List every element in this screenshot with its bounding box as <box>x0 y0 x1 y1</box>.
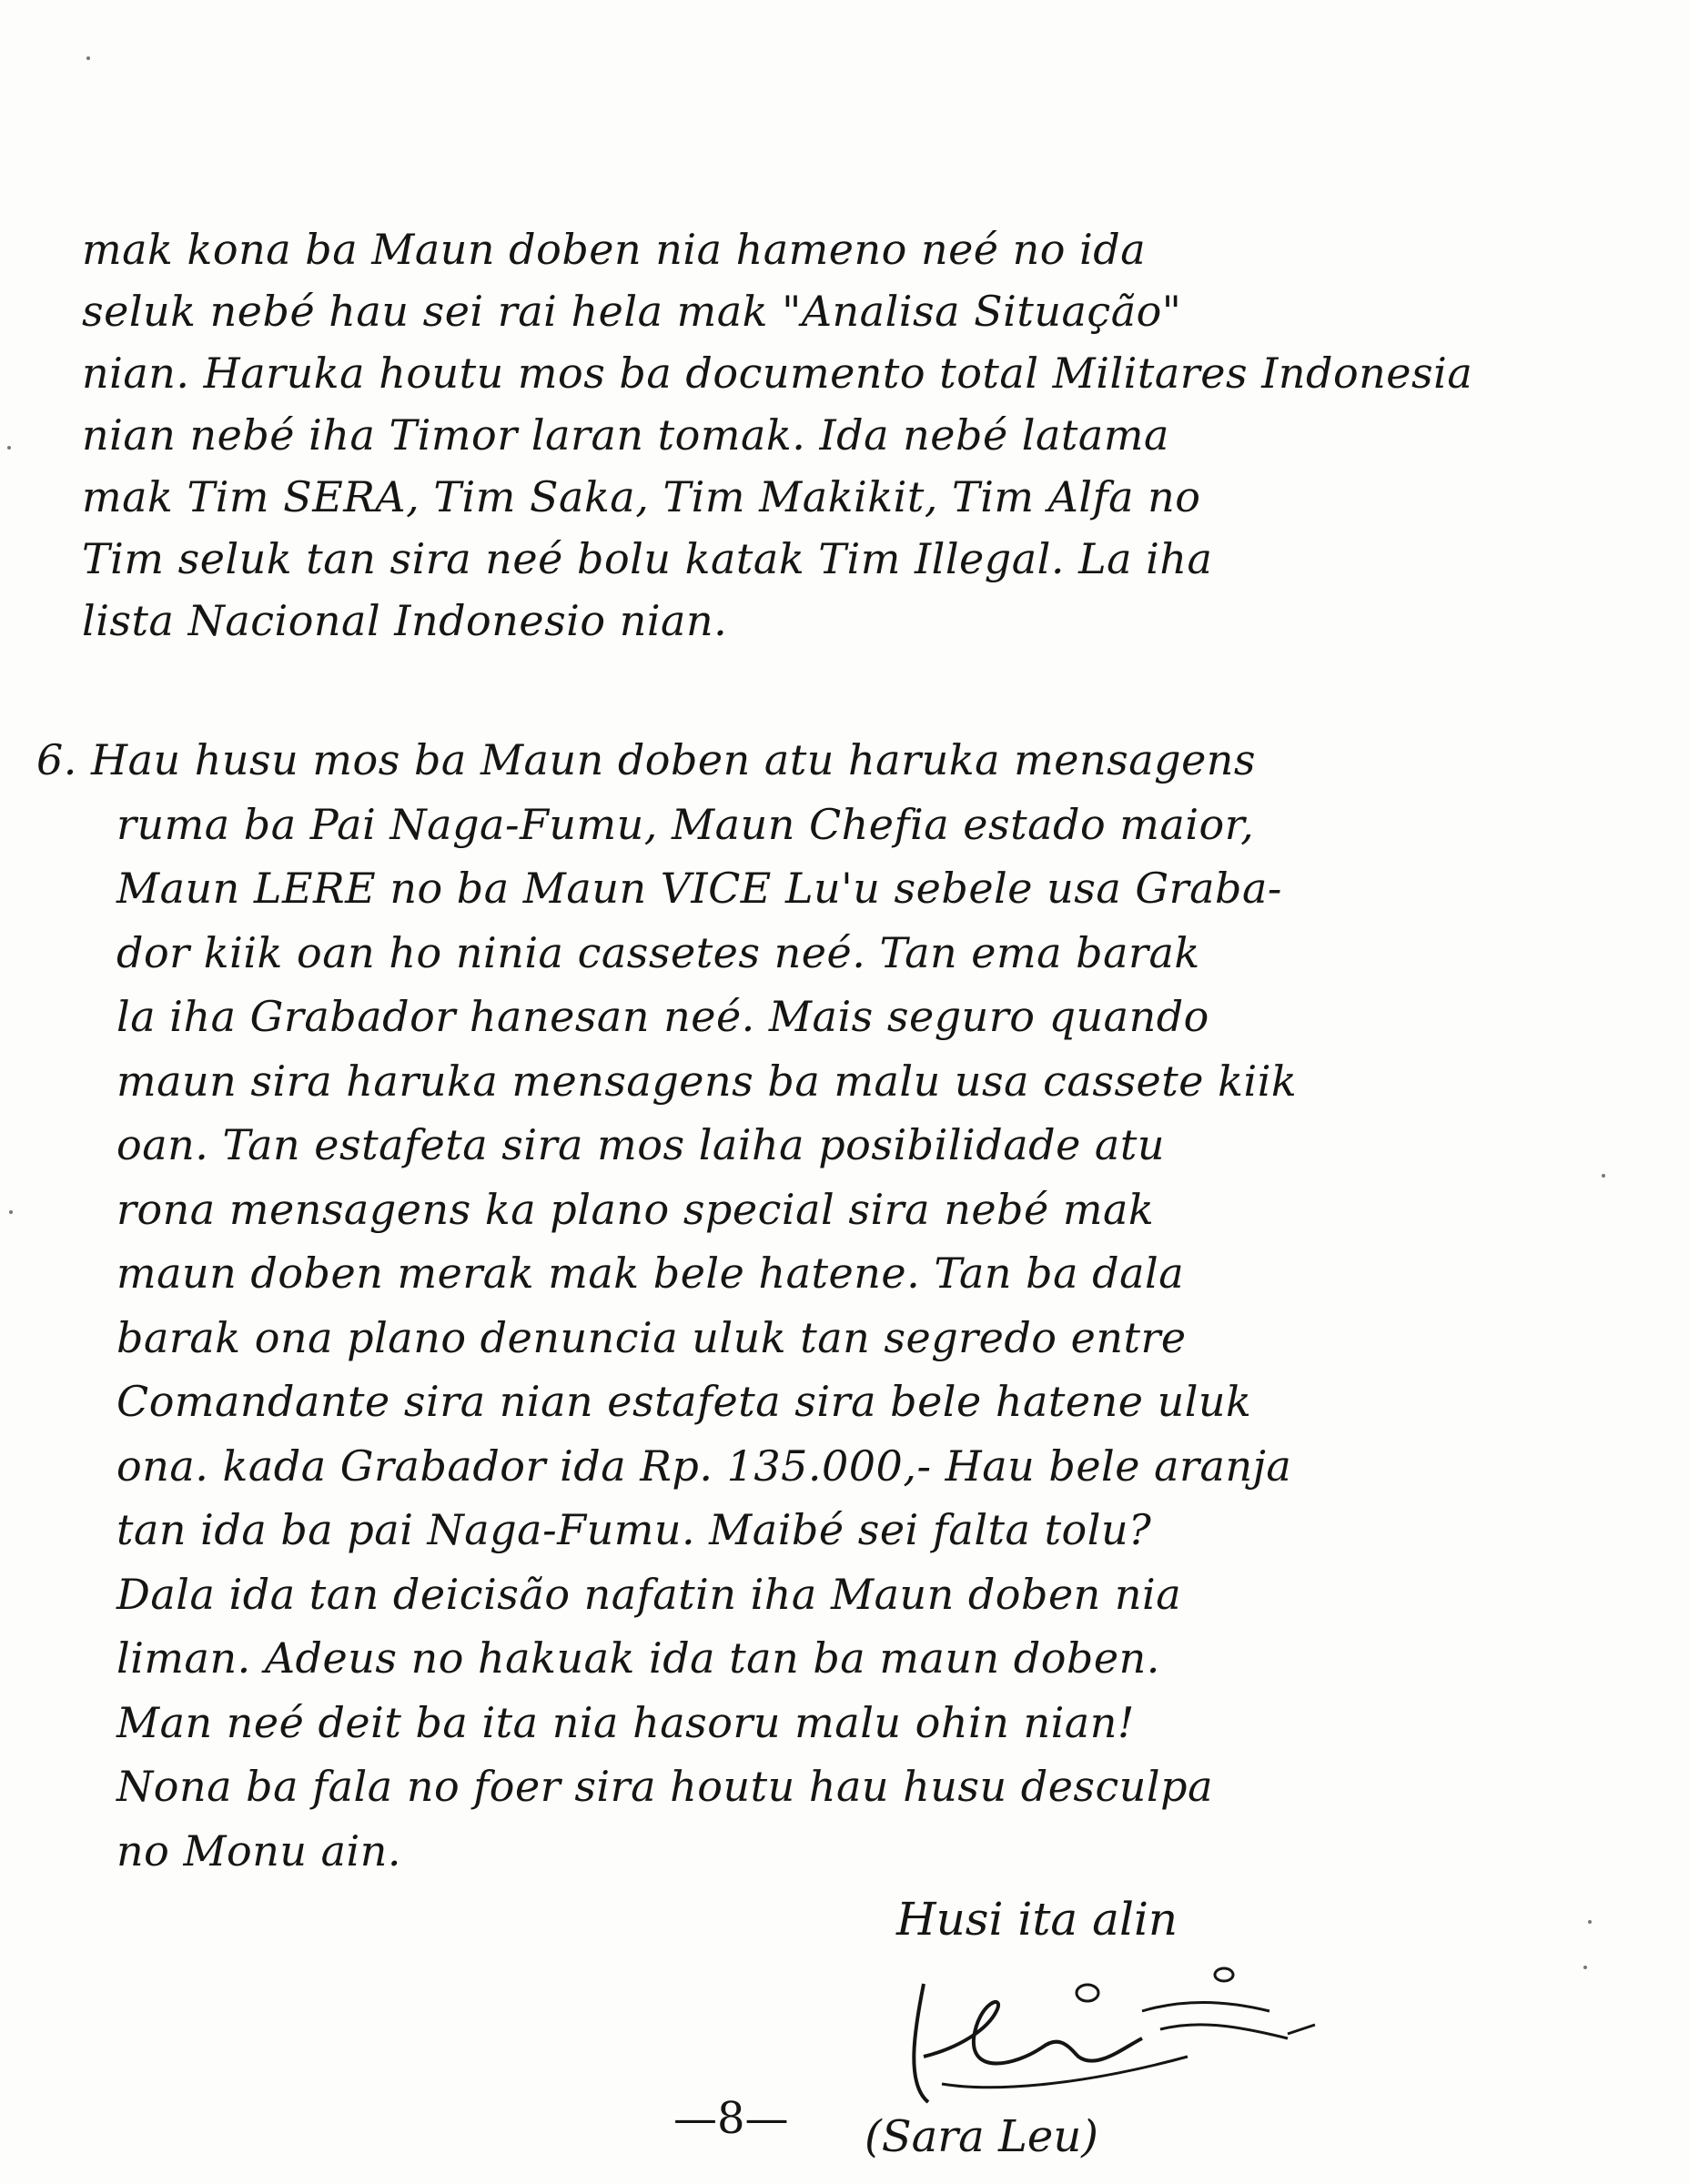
text-line: Maun LERE no ba Maun VICE Lu'u sebele usa Graba- <box>116 864 1282 913</box>
scan-speck <box>7 446 11 450</box>
text-line: seluk nebé hau sei rai hela mak "Analisa Situação" <box>82 287 1182 336</box>
text-line: ruma ba Pai Naga-Fumu, Maun Chefia estado maior, <box>116 799 1255 849</box>
scan-speck <box>1583 1966 1587 1969</box>
text-line: oan. Tan estafeta sira mos laiha posibilidade atu <box>116 1120 1165 1169</box>
text-line: maun sira haruka mensagens ba malu usa cassete kiik <box>116 1056 1298 1106</box>
text-line: Comandante sira nian estafeta sira bele hatene uluk <box>116 1377 1252 1426</box>
text-line: maun doben merak mak bele hatene. Tan ba dala <box>116 1249 1185 1298</box>
text-line: la iha Grabador hanesan neé. Mais seguro quando <box>116 992 1209 1041</box>
text-line: nian nebé iha Timor laran tomak. Ida nebé latama <box>82 410 1169 460</box>
text-line: no Monu ain. <box>116 1825 401 1876</box>
text-line: mak Tim SERA, Tim Saka, Tim Makikit, Tim Alfa no <box>82 472 1201 521</box>
text-line: dor kiik oan ho ninia cassetes neé. Tan ema barak <box>116 927 1200 977</box>
scan-speck <box>1588 1920 1592 1924</box>
paragraph-6 <box>36 728 1611 1883</box>
page-number: —8— <box>673 2093 789 2144</box>
text-line: Nona ba fala no foer sira houtu hau husu desculpa <box>116 1762 1214 1811</box>
text-line: 6. Hau husu mos ba Maun doben atu haruka mensagens <box>36 735 1257 784</box>
text-line: ona. kada Grabador ida Rp. 135.000,- Hau bele aranja <box>116 1441 1292 1491</box>
text-line: barak ona plano denuncia uluk tan segredo entre <box>116 1312 1187 1362</box>
signer-name: (Sara Leu) <box>865 2111 1098 2162</box>
text-line: nian. Haruka houtu mos ba documento total Militares Indonesia <box>82 349 1473 398</box>
scan-speck <box>86 56 90 60</box>
closing-salutation: Husi ita alin <box>896 1893 1178 1946</box>
text-line: Dala ida tan deicisão nafatin iha Maun doben nia <box>116 1569 1182 1619</box>
text-line: lista Nacional Indonesio nian. <box>82 596 728 645</box>
handwritten-signature <box>887 1947 1360 2129</box>
text-line: Tim seluk tan sira neé bolu katak Tim Illegal. La iha <box>82 534 1213 583</box>
text-line: liman. Adeus no hakuak ida tan ba maun doben. <box>116 1633 1160 1683</box>
text-line: mak kona ba Maun doben nia hameno neé no ida <box>82 225 1147 274</box>
text-line: rona mensagens ka plano special sira nebé mak <box>116 1184 1155 1234</box>
paragraph-1 <box>82 218 1611 652</box>
text-line: tan ida ba pai Naga-Fumu. Maibé sei falta tolu? <box>116 1505 1152 1554</box>
text-line: Man neé deit ba ita nia hasoru malu ohin nian! <box>116 1697 1135 1747</box>
scan-speck <box>9 1210 13 1214</box>
